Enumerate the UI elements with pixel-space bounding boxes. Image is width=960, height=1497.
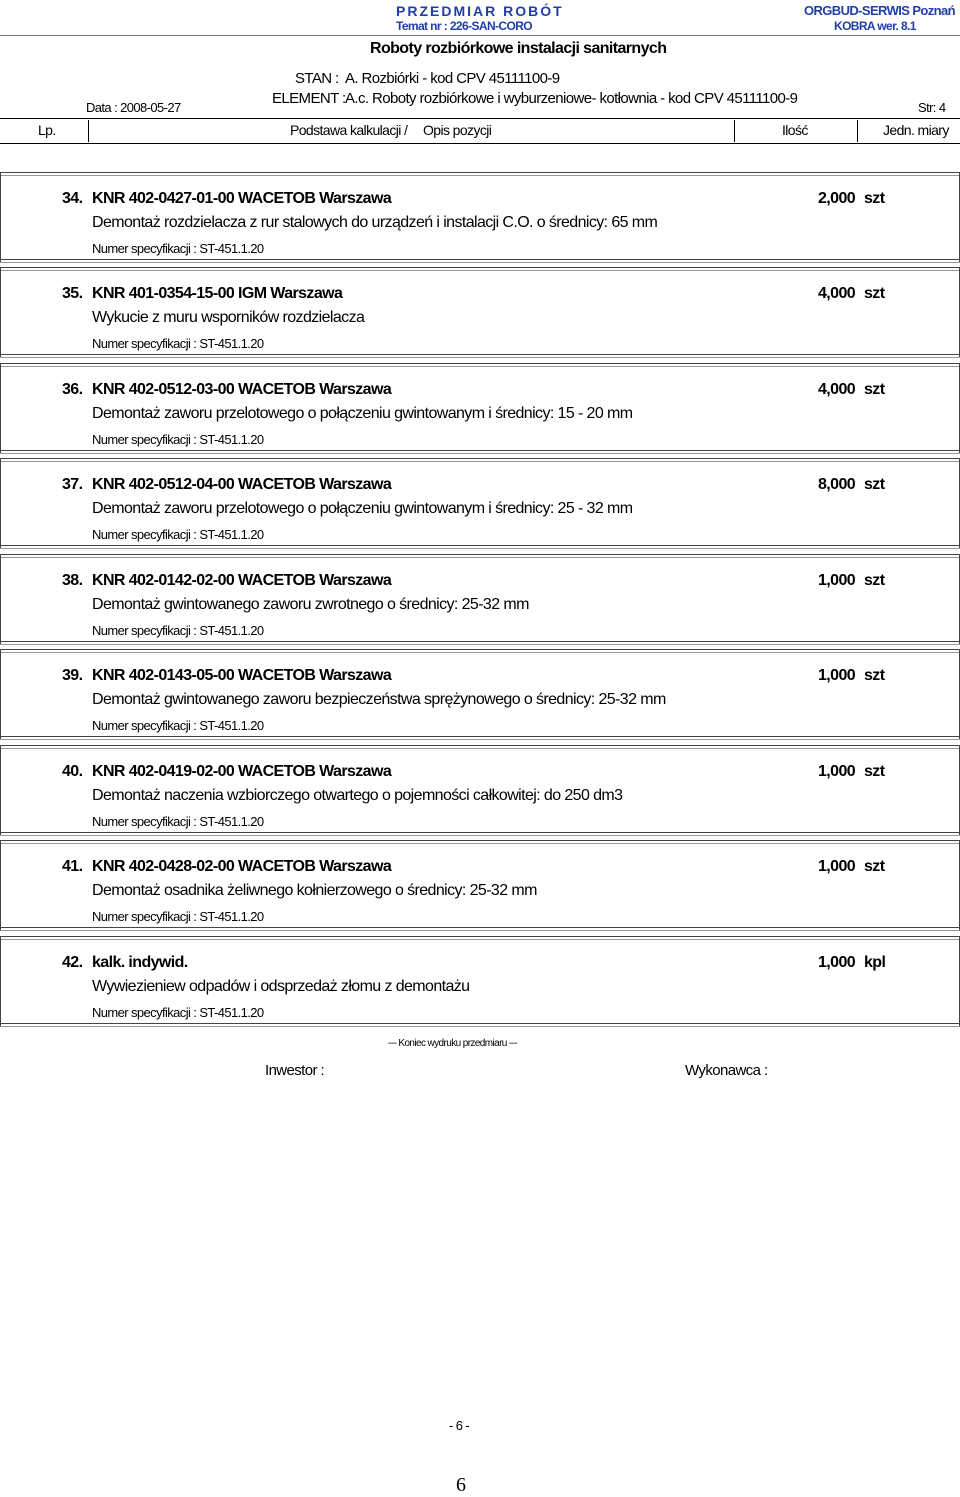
- item-description: Demontaż gwintowanego zaworu bezpieczeństwa sprężynowego o średnicy: 25-32 mm: [92, 691, 666, 708]
- print-date: Data : 2008-05-27: [86, 100, 181, 115]
- column-header-top: [0, 118, 960, 119]
- item-unit: kpl: [864, 954, 886, 971]
- item-description: Demontaż naczenia wzbiorczego otwartego o pojemności całkowitej: do 250 dm3: [92, 787, 623, 804]
- item-unit: szt: [864, 476, 885, 493]
- item-code: kalk. indywid.: [92, 954, 188, 971]
- item-unit: szt: [864, 667, 885, 684]
- item-spec: Numer specyfikacji : ST-451.1.20: [92, 336, 264, 351]
- item-number: 35.: [62, 285, 83, 302]
- element-label: ELEMENT :: [272, 90, 346, 107]
- item-quantity: 1,000: [818, 763, 856, 780]
- item-spec: Numer specyfikacji : ST-451.1.20: [92, 909, 264, 924]
- item-number: 37.: [62, 476, 83, 493]
- page-number: 6: [456, 1474, 466, 1496]
- item-spec: Numer specyfikacji : ST-451.1.20: [92, 241, 264, 256]
- item-quantity: 1,000: [818, 667, 856, 684]
- column-separator: [88, 120, 89, 142]
- item-number: 36.: [62, 381, 83, 398]
- item-spec: Numer specyfikacji : ST-451.1.20: [92, 527, 264, 542]
- item-quantity: 1,000: [818, 954, 856, 971]
- list-item: [0, 840, 960, 932]
- column-header-bottom: [0, 143, 960, 144]
- item-quantity: 1,000: [818, 858, 856, 875]
- item-number: 39.: [62, 667, 83, 684]
- item-quantity: 4,000: [818, 285, 856, 302]
- contractor-label: Wykonawca :: [685, 1062, 768, 1079]
- item-number: 38.: [62, 572, 83, 589]
- item-spec: Numer specyfikacji : ST-451.1.20: [92, 814, 264, 829]
- item-spec: Numer specyfikacji : ST-451.1.20: [92, 623, 264, 638]
- list-item: [0, 745, 960, 837]
- item-description: Wywiezieniew odpadów i odsprzedaż złomu z demontażu: [92, 978, 470, 995]
- column-description: Opis pozycji: [423, 122, 492, 138]
- list-item: [0, 554, 960, 646]
- software-version: KOBRA wer. 8.1: [834, 19, 916, 33]
- item-description: Wykucie z muru wsporników rozdzielacza: [92, 309, 365, 326]
- item-unit: szt: [864, 381, 885, 398]
- element-value: A.c. Roboty rozbiórkowe i wyburzeniowe- kotłownia - kod CPV 45111100-9: [345, 90, 798, 107]
- item-code: KNR 402-0428-02-00 WACETOB Warszawa: [92, 858, 392, 875]
- item-description: Demontaż zaworu przelotowego o połączeniu gwintowanym i średnicy: 25 - 32 mm: [92, 500, 633, 517]
- item-quantity: 1,000: [818, 572, 856, 589]
- stan-value: A. Rozbiórki - kod CPV 45111100-9: [345, 70, 560, 87]
- item-unit: szt: [864, 285, 885, 302]
- list-item: [0, 363, 960, 455]
- item-quantity: 8,000: [818, 476, 856, 493]
- item-unit: szt: [864, 763, 885, 780]
- item-unit: szt: [864, 190, 885, 207]
- column-separator: [734, 120, 735, 142]
- list-item: [0, 936, 960, 1028]
- item-code: KNR 401-0354-15-00 IGM Warszawa: [92, 285, 343, 302]
- list-item: [0, 458, 960, 550]
- column-lp: Lp.: [38, 122, 56, 138]
- investor-label: Inwestor :: [265, 1062, 325, 1079]
- list-item: [0, 649, 960, 741]
- item-description: Demontaż osadnika żeliwnego kołnierzowego o średnicy: 25-32 mm: [92, 882, 537, 899]
- item-code: KNR 402-0419-02-00 WACETOB Warszawa: [92, 763, 392, 780]
- item-code: KNR 402-0427-01-00 WACETOB Warszawa: [92, 190, 392, 207]
- item-quantity: 4,000: [818, 381, 856, 398]
- company-name: ORGBUD-SERWIS Poznań: [804, 3, 955, 18]
- item-code: KNR 402-0143-05-00 WACETOB Warszawa: [92, 667, 392, 684]
- item-description: Demontaż zaworu przelotowego o połączeniu gwintowanym i średnicy: 15 - 20 mm: [92, 405, 633, 422]
- item-number: 40.: [62, 763, 83, 780]
- item-number: 42.: [62, 954, 83, 971]
- item-quantity: 2,000: [818, 190, 856, 207]
- item-code: KNR 402-0142-02-00 WACETOB Warszawa: [92, 572, 392, 589]
- column-unit: Jedn. miary: [883, 122, 949, 138]
- document-title: PRZEDMIAR ROBÓT: [396, 3, 564, 19]
- header-divider: [0, 35, 960, 36]
- item-spec: Numer specyfikacji : ST-451.1.20: [92, 718, 264, 733]
- column-quantity: Ilość: [782, 122, 808, 138]
- item-description: Demontaż gwintowanego zaworu zwrotnego o średnicy: 25-32 mm: [92, 596, 529, 613]
- page-marker: - 6 -: [449, 1418, 470, 1433]
- item-number: 41.: [62, 858, 83, 875]
- section-title: Roboty rozbiórkowe instalacji sanitarnych: [370, 40, 667, 57]
- item-code: KNR 402-0512-04-00 WACETOB Warszawa: [92, 476, 392, 493]
- project-number: Temat nr : 226-SAN-CORO: [396, 19, 533, 33]
- item-description: Demontaż rozdzielacza z rur stalowych do urządzeń i instalacji C.O. o średnicy: 65 mm: [92, 214, 658, 231]
- item-unit: szt: [864, 858, 885, 875]
- column-slash: /: [404, 122, 408, 138]
- item-unit: szt: [864, 572, 885, 589]
- stan-label: STAN :: [295, 70, 339, 87]
- end-of-printout-note: --- Koniec wydruku przedmiaru ---: [388, 1038, 518, 1049]
- item-number: 34.: [62, 190, 83, 207]
- item-spec: Numer specyfikacji : ST-451.1.20: [92, 432, 264, 447]
- column-separator: [857, 120, 858, 142]
- item-spec: Numer specyfikacji : ST-451.1.20: [92, 1005, 264, 1020]
- page-indicator: Str: 4: [918, 100, 946, 115]
- list-item: [0, 267, 960, 359]
- column-basis: Podstawa kalkulacji: [290, 122, 401, 138]
- item-code: KNR 402-0512-03-00 WACETOB Warszawa: [92, 381, 392, 398]
- list-item: [0, 172, 960, 264]
